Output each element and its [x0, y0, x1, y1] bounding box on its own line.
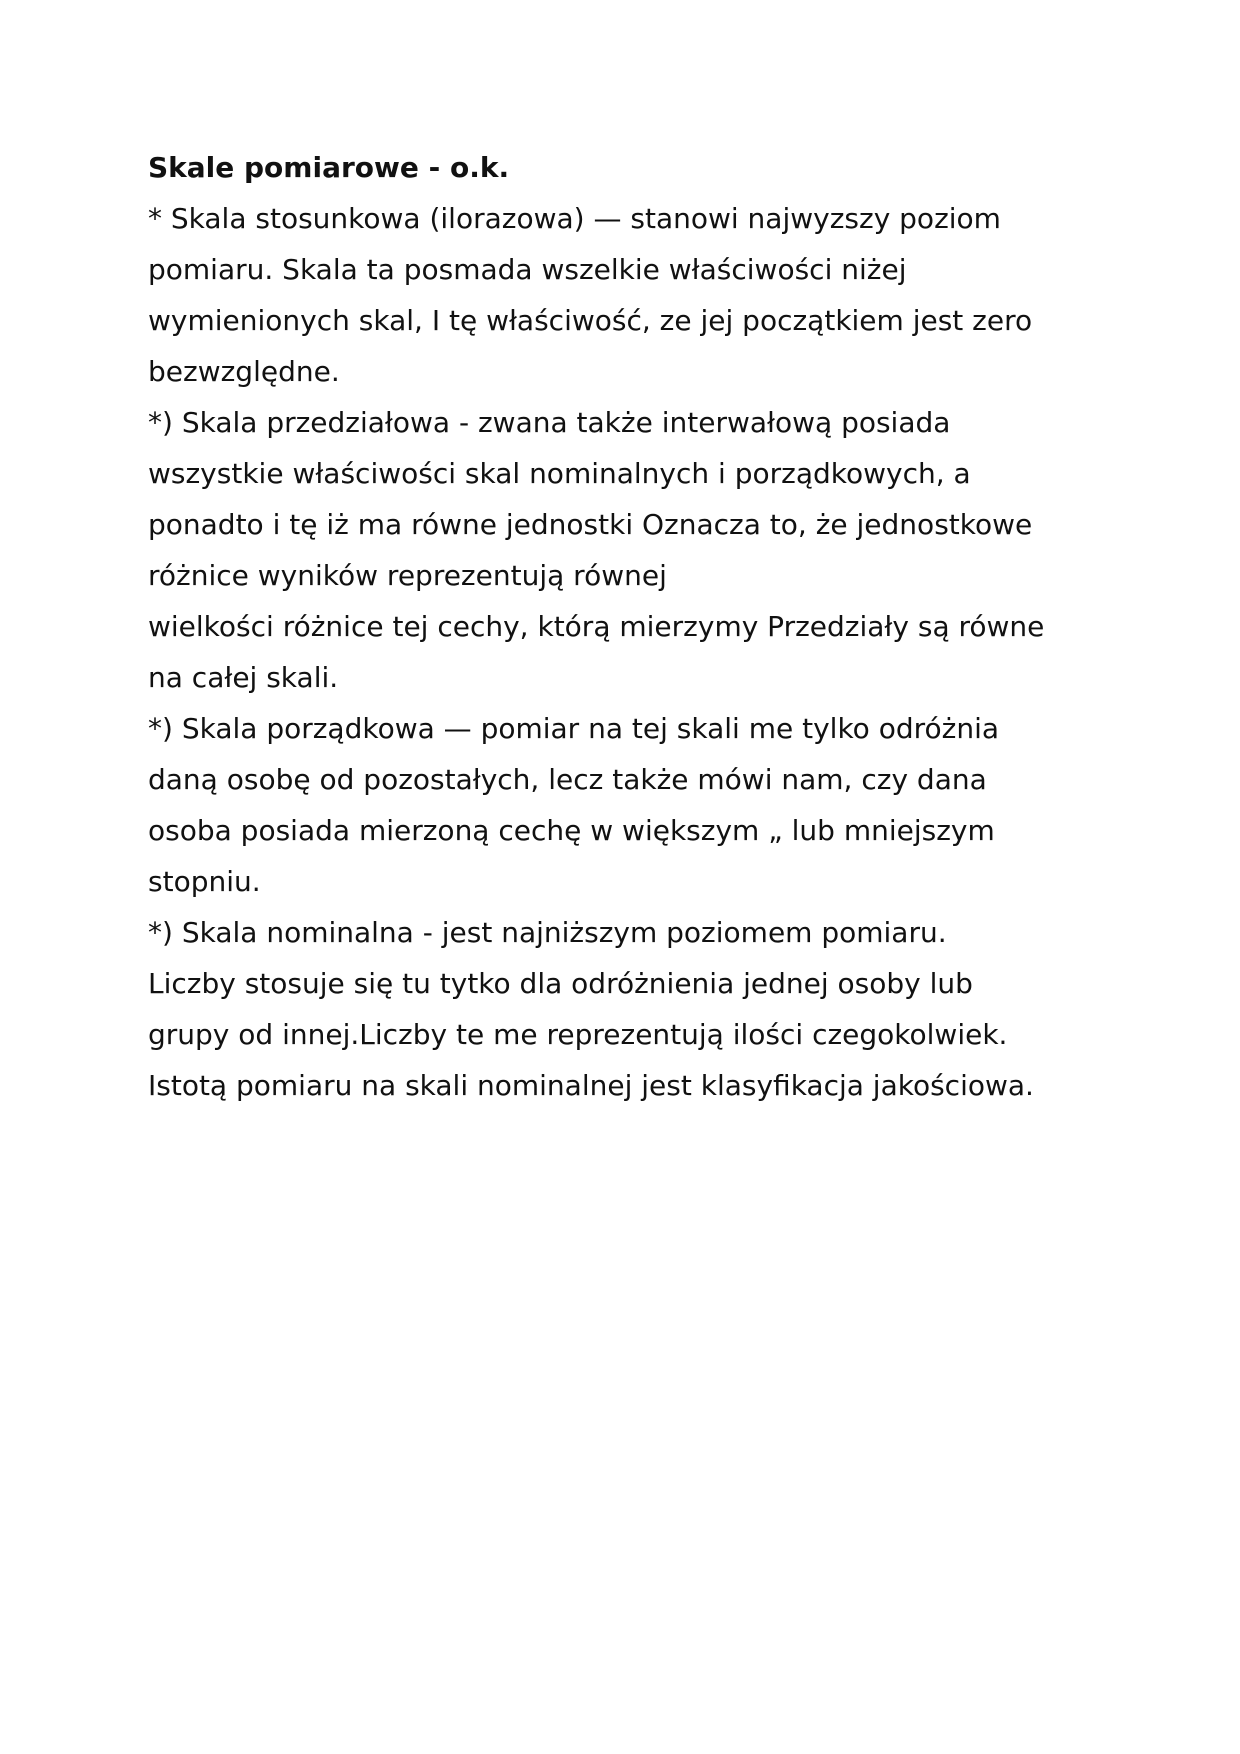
- text-line: wszystkie właściwości skal nominalnych i porządkowych, a: [148, 457, 971, 490]
- text-line: pomiaru. Skala ta posmada wszelkie właściwości niżej: [148, 253, 907, 286]
- text-line: ponadto i tę iż ma równe jednostki Oznacza to, że jednostkowe: [148, 508, 1033, 541]
- text-line: Liczby stosuje się tu tytko dla odróżnienia jednej osoby lub: [148, 967, 973, 1000]
- document-title: Skale pomiarowe - o.k.: [148, 151, 510, 184]
- text-line: na całej skali.: [148, 661, 339, 694]
- text-line: Istotą pomiaru na skali nominalnej jest klasyfikacja jakościowa.: [148, 1069, 1034, 1102]
- text-line: osoba posiada mierzoną cechę w większym „ lub mniejszym: [148, 814, 995, 847]
- text-line: różnice wyników reprezentują równej: [148, 559, 667, 592]
- text-line: daną osobę od pozostałych, lecz także mówi nam, czy dana: [148, 763, 987, 796]
- text-line: *) Skala nominalna - jest najniższym poziomem pomiaru.: [148, 916, 947, 949]
- text-line: wielkości różnice tej cechy, którą mierzymy Przedziały są równe: [148, 610, 1045, 643]
- text-line: grupy od innej.Liczby te me reprezentują ilości czegokolwiek.: [148, 1018, 1008, 1051]
- text-line: *) Skala porządkowa — pomiar na tej skali me tylko odróżnia: [148, 712, 1000, 745]
- text-line: *) Skala przedziałowa - zwana także interwałową posiada: [148, 406, 951, 439]
- text-line: * Skala stosunkowa (ilorazowa) — stanowi najwyzszy poziom: [148, 202, 1001, 235]
- text-line: wymienionych skal, I tę właściwość, ze jej początkiem jest zero: [148, 304, 1033, 337]
- text-line: stopniu.: [148, 865, 261, 898]
- text-line: bezwzględne.: [148, 355, 340, 388]
- document-body: [148, 142, 1108, 1111]
